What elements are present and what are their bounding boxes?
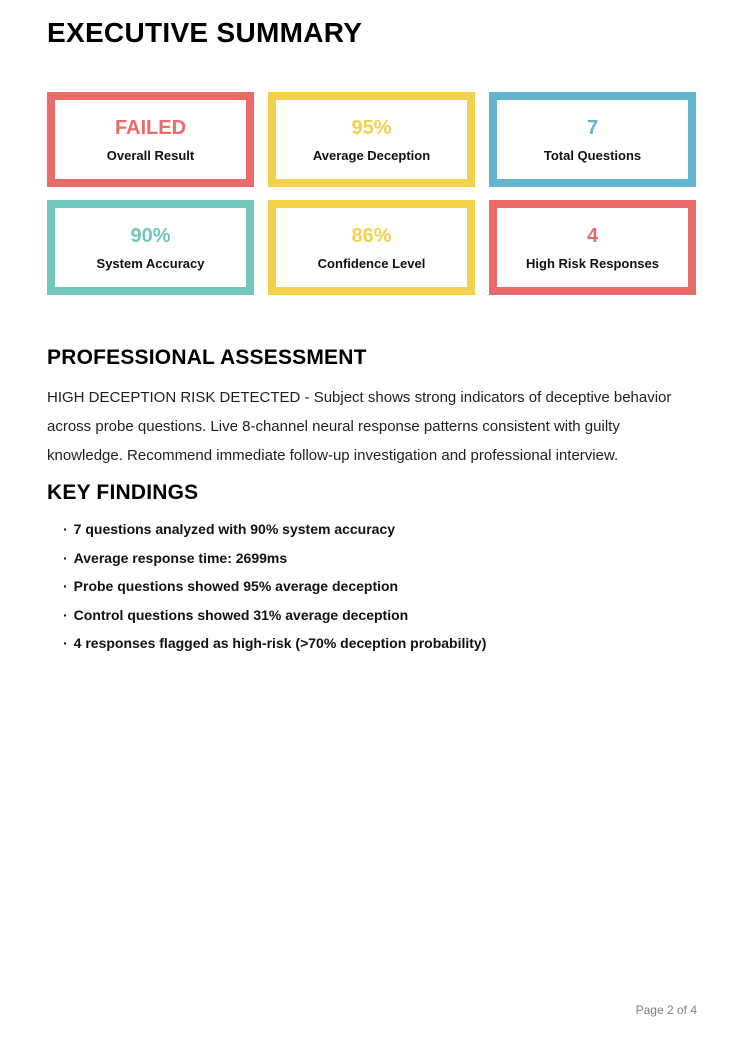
key-finding-text: Control questions showed 31% average deception bbox=[73, 606, 409, 623]
key-findings-heading: KEY FINDINGS bbox=[47, 481, 199, 504]
key-finding-text: Probe questions showed 95% average deception bbox=[73, 578, 399, 594]
bullet-icon: · bbox=[63, 578, 68, 594]
summary-cards-grid bbox=[47, 92, 696, 295]
stat-card-total-questions bbox=[489, 92, 696, 187]
page-title: EXECUTIVE SUMMARY bbox=[47, 17, 363, 48]
key-finding-item bbox=[63, 544, 696, 573]
stat-value: 4 bbox=[586, 224, 599, 247]
key-finding-item bbox=[63, 515, 696, 544]
key-finding-text: 7 questions analyzed with 90% system accuracy bbox=[73, 521, 396, 537]
stat-label: System Accuracy bbox=[96, 255, 205, 271]
stat-value: FAILED bbox=[114, 116, 187, 139]
stat-label: Average Deception bbox=[312, 147, 431, 163]
key-finding-item bbox=[63, 572, 696, 601]
key-finding-item bbox=[63, 629, 696, 658]
key-findings-list bbox=[47, 515, 696, 658]
professional-assessment-text: HIGH DECEPTION RISK DETECTED - Subject shows strong indicators of deceptive behavior across probe questions. Live 8-channel neural response patterns consistent with guilty knowledge. Recommend immediate follow-up investigation and professional interview. bbox=[47, 389, 672, 464]
stat-card-confidence-level bbox=[268, 200, 475, 295]
page-number: Page 2 of 4 bbox=[635, 1003, 697, 1017]
stat-card-system-accuracy bbox=[47, 200, 254, 295]
bullet-icon: · bbox=[63, 635, 68, 651]
bullet-icon: · bbox=[63, 521, 68, 537]
bullet-icon: · bbox=[63, 606, 68, 623]
professional-assessment-heading: PROFESSIONAL ASSESSMENT bbox=[47, 346, 367, 369]
bullet-icon: · bbox=[63, 549, 68, 566]
stat-value: 7 bbox=[586, 116, 599, 139]
stat-value: 86% bbox=[351, 224, 392, 247]
stat-label: Total Questions bbox=[543, 147, 642, 163]
stat-card-overall-result bbox=[47, 92, 254, 187]
key-finding-text: Average response time: 2699ms bbox=[73, 549, 288, 566]
stat-label: Confidence Level bbox=[317, 255, 426, 271]
stat-label: Overall Result bbox=[106, 147, 195, 163]
key-finding-text: 4 responses flagged as high-risk (>70% deception probability) bbox=[73, 635, 487, 651]
stat-value: 95% bbox=[351, 116, 392, 139]
stat-label: High Risk Responses bbox=[526, 255, 659, 271]
stat-card-high-risk-responses bbox=[489, 200, 696, 295]
stat-card-average-deception bbox=[268, 92, 475, 187]
stat-value: 90% bbox=[130, 224, 171, 247]
key-finding-item bbox=[63, 601, 696, 630]
